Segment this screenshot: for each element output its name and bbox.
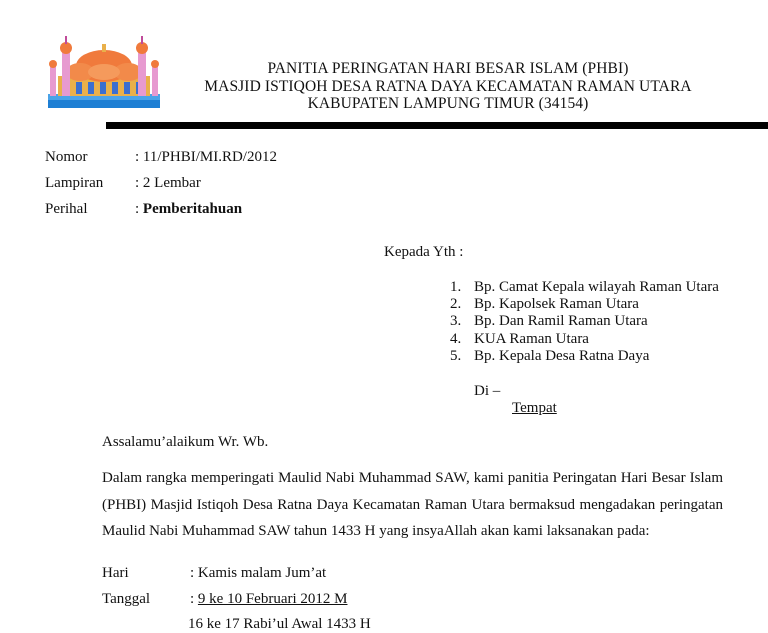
recipient-item [450, 331, 589, 348]
hari-value: : Kamis malam Jum’at [190, 565, 327, 581]
recipient-text: Bp. Dan Ramil Raman Utara [474, 313, 648, 329]
recipient-text: KUA Raman Utara [474, 331, 589, 347]
perihal-label: Perihal [45, 201, 88, 217]
recipient-number: 1. [450, 279, 462, 295]
recipient-text: Bp. Camat Kepala wilayah Raman Utara [474, 279, 719, 295]
recipient-number: 5. [450, 348, 462, 364]
tanggal-hijri: 16 ke 17 Rabi’ul Awal 1433 H [188, 616, 371, 632]
recipient-item [450, 313, 648, 330]
nomor-value: : 11/PHBI/MI.RD/2012 [135, 149, 277, 165]
header-line-2: MASJID ISTIQOH DESA RATNA DAYA KECAMATAN RAMAN UTARA [204, 78, 692, 95]
header-divider [106, 122, 768, 129]
recipient-item [450, 348, 649, 365]
body-paragraph: Dalam rangka memperingati Maulid Nabi Muhammad SAW, kami panitia Peringatan Hari Besar Islam (PHBI) Masjid Istiqoh Desa Ratna Daya Kecamatan Raman Utara bermaksud mengadakan peringatan Maulid Nabi Muhammad SAW tahun 1433 H yang insyaAllah akan kami laksanakan pada: [102, 470, 723, 539]
recipient-text: Bp. Kapolsek Raman Utara [474, 296, 639, 312]
di-label: Di – [474, 383, 501, 399]
recipient-number: 4. [450, 331, 462, 347]
recipient-number: 3. [450, 313, 462, 329]
nomor-label: Nomor [45, 149, 88, 165]
tempat-label: Tempat [512, 400, 557, 416]
tanggal-label: Tanggal [102, 591, 151, 607]
recipient-number: 2. [450, 296, 462, 312]
tanggal-colon: : [190, 591, 198, 607]
greeting: Assalamu’alaikum Wr. Wb. [102, 434, 269, 450]
mosque-icon [44, 32, 164, 114]
recipient-text: Bp. Kepala Desa Ratna Daya [474, 348, 650, 364]
recipient-heading: Kepada Yth : [384, 244, 464, 260]
lampiran-label: Lampiran [45, 175, 104, 191]
perihal-colon: : [135, 201, 143, 217]
recipient-item [450, 296, 639, 313]
hari-label: Hari [102, 565, 129, 581]
tanggal-value-wrap [190, 591, 347, 608]
recipient-item [450, 279, 719, 296]
tanggal-masehi: 9 ke 10 Februari 2012 M [197, 591, 348, 607]
header-line-3: KABUPATEN LAMPUNG TIMUR (34154) [307, 95, 589, 112]
perihal-value: Pemberitahuan [142, 201, 243, 217]
header-line-1: PANITIA PERINGATAN HARI BESAR ISLAM (PHBI) [267, 60, 629, 77]
perihal-value-wrap [135, 201, 242, 218]
lampiran-value: : 2 Lembar [135, 175, 201, 191]
